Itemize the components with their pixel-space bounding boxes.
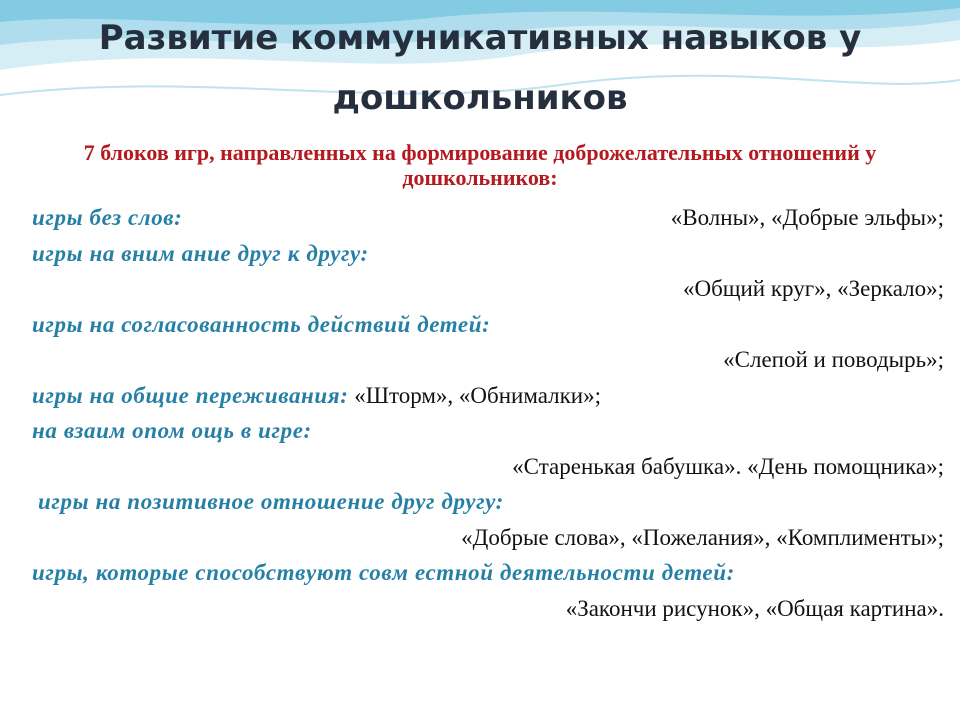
- list-item-block-1: [32, 200, 944, 236]
- list-item-block-7-games: [32, 591, 944, 627]
- block-category: игры на позитивное отношение друг другу:: [38, 489, 504, 514]
- block-category: на взаим опом ощь в игре:: [32, 418, 312, 443]
- list-item-block-6-games: [32, 520, 944, 556]
- list-item-block-4: [32, 378, 944, 414]
- block-games: «Закончи рисунок», «Общая картина».: [565, 595, 944, 621]
- slide-title: Развитие коммуникативных навыков у дошкольников: [98, 18, 862, 118]
- list-item-block-5-games: [32, 449, 944, 485]
- slide-subtitle: 7 блоков игр, направленных на формирование доброжелательных отношений у дошкольников:: [83, 140, 877, 190]
- block-games: «Старенькая бабушка». «День помощника»;: [512, 453, 944, 479]
- block-category: игры, которые способствуют совм естной деятельности детей:: [32, 560, 735, 585]
- list-item-block-3: [32, 307, 944, 343]
- block-category: игры на согласованность действий детей:: [32, 311, 491, 337]
- list-item-block-5: [32, 413, 944, 449]
- game-blocks-list: [32, 200, 944, 626]
- block-games: «Шторм», «Обнималки»;: [354, 382, 602, 408]
- list-item-block-6: [32, 484, 944, 520]
- list-item-block-2: [32, 236, 944, 272]
- block-category: игры на вним ание друг к другу:: [32, 240, 369, 266]
- block-games: «Добрые слова», «Пожелания», «Комплименты»;: [461, 524, 944, 550]
- list-item-block-2-games: [32, 271, 944, 307]
- block-games: «Волны», «Добрые эльфы»;: [670, 205, 944, 230]
- block-category: игры без слов:: [32, 205, 183, 230]
- block-games: «Общий круг», «Зеркало»;: [682, 276, 944, 301]
- list-item-block-7: [32, 555, 944, 591]
- block-category: игры на общие переживания:: [32, 382, 349, 408]
- list-item-block-3-games: [32, 342, 944, 378]
- block-games: «Слепой и поводырь»;: [723, 347, 944, 372]
